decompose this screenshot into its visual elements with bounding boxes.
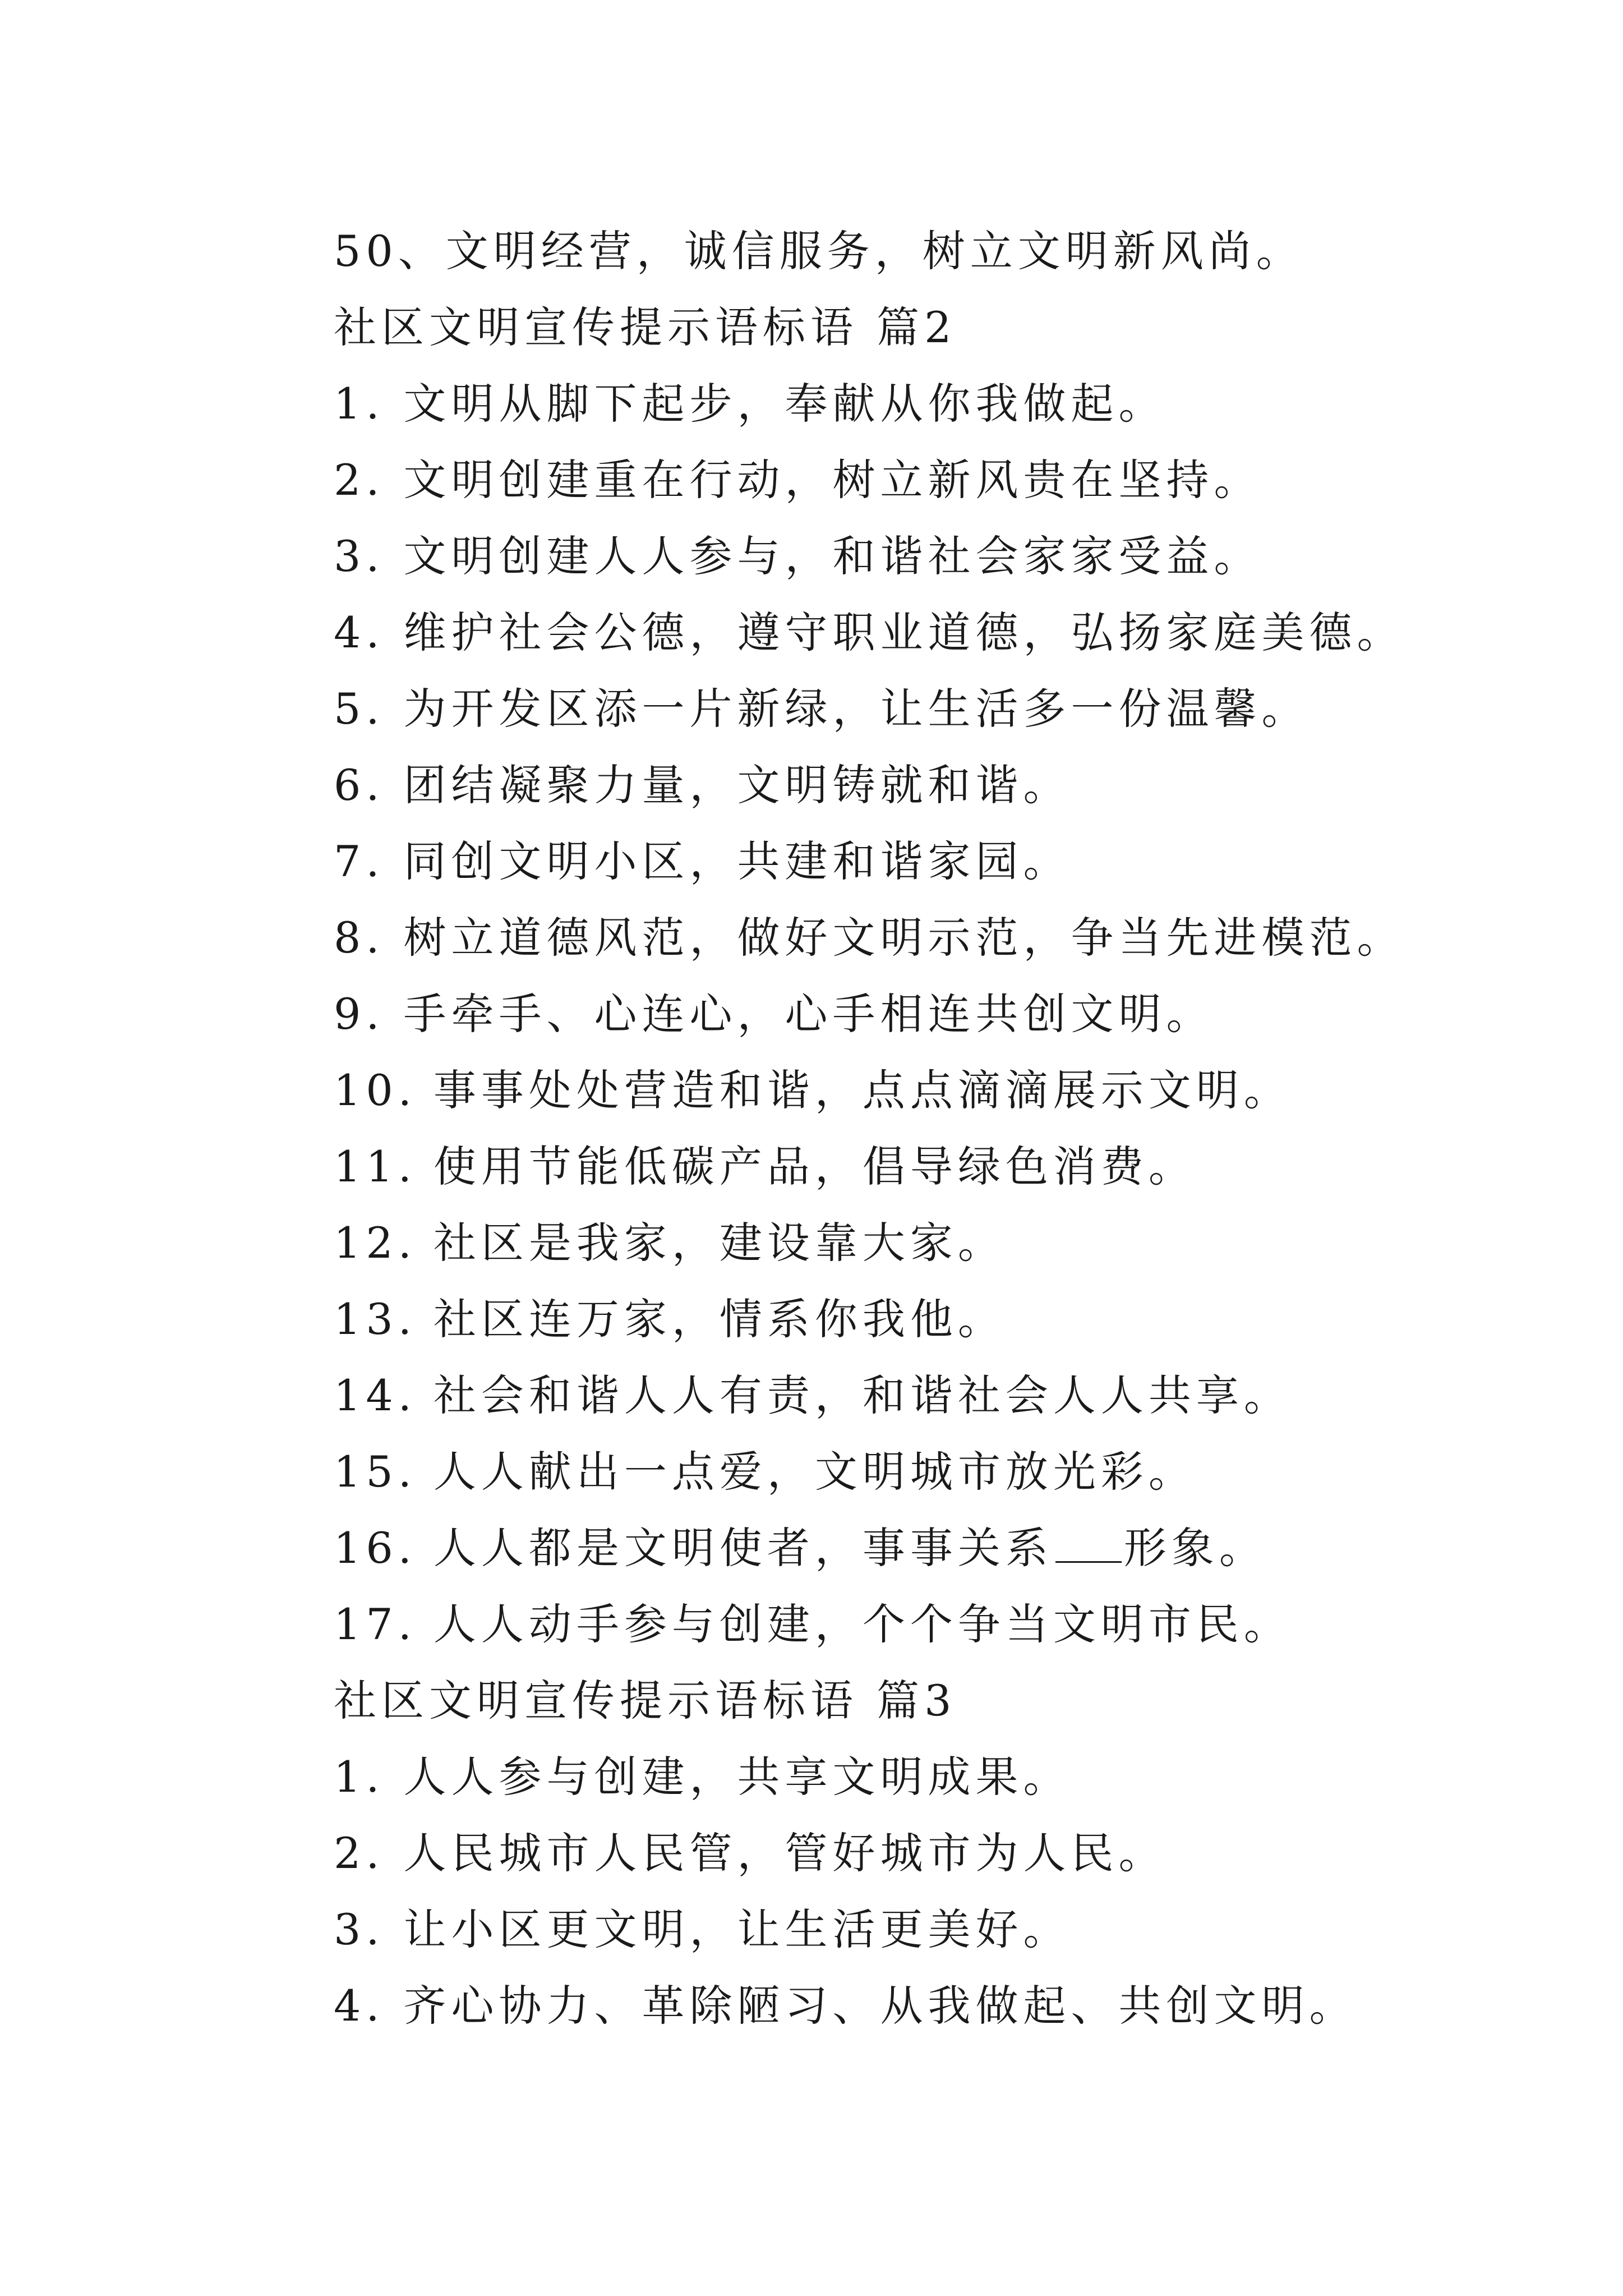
- item-text: 文明经营，诚信服务，树立文明新风尚。: [445, 226, 1304, 276]
- item-number: 13.: [334, 1294, 417, 1344]
- heading-text: 社区文明宣传提示语标语 篇3: [334, 1676, 957, 1726]
- list-item: [334, 1281, 1455, 1358]
- item-text-after-blank: 形象。: [1123, 1523, 1267, 1573]
- list-item: [334, 671, 1455, 747]
- item-text: 为开发区添一片新绿，让生活多一份温馨。: [403, 684, 1310, 734]
- item-number: 4.: [334, 1981, 385, 2031]
- item-number: 1.: [334, 379, 385, 429]
- item-text: 手牵手、心连心，心手相连共创文明。: [403, 989, 1214, 1039]
- item-number: 17.: [334, 1599, 417, 1649]
- item-number: 10.: [334, 1065, 417, 1115]
- list-item: [334, 1434, 1455, 1510]
- item-number: 2.: [334, 455, 385, 505]
- item-number: 50、: [334, 226, 446, 276]
- item-text: 文明创建人人参与，和谐社会家家受益。: [403, 531, 1262, 581]
- item-number: 3.: [334, 1904, 385, 1954]
- list-item: [334, 1205, 1455, 1281]
- item-text: 人人动手参与创建，个个争当文明市民。: [433, 1599, 1292, 1649]
- item-text: 维护社会公德，遵守职业道德，弘扬家庭美德。: [403, 608, 1405, 657]
- item-number: 3.: [334, 531, 385, 581]
- item-number: 15.: [334, 1447, 417, 1497]
- list-item: [334, 1815, 1455, 1892]
- item-text: 事事处处营造和谐，点点滴滴展示文明。: [433, 1065, 1292, 1115]
- list-item: [334, 1358, 1455, 1434]
- list-item: [334, 213, 1455, 289]
- item-text: 人人参与创建，共享文明成果。: [403, 1752, 1071, 1802]
- item-number: 8.: [334, 913, 385, 963]
- item-number: 16.: [334, 1523, 417, 1573]
- item-number: 4.: [334, 608, 385, 657]
- item-number: 6.: [334, 760, 385, 810]
- item-text: 让小区更文明，让生活更美好。: [403, 1904, 1071, 1954]
- list-item: [334, 747, 1455, 823]
- list-item: [334, 366, 1455, 442]
- item-text: 使用节能低碳产品，倡导绿色消费。: [433, 1142, 1196, 1191]
- list-item: [334, 1052, 1455, 1129]
- item-text: 社区是我家，建设靠大家。: [433, 1218, 1006, 1268]
- item-number: 14.: [334, 1370, 417, 1420]
- item-number: 7.: [334, 836, 385, 886]
- item-text: 社区连万家，情系你我他。: [433, 1294, 1006, 1344]
- item-text: 人民城市人民管，管好城市为人民。: [403, 1828, 1166, 1878]
- item-text: 人人献出一点爱，文明城市放光彩。: [433, 1447, 1196, 1497]
- heading-text: 社区文明宣传提示语标语 篇2: [334, 302, 957, 352]
- list-item: [334, 518, 1455, 595]
- list-item: [334, 1739, 1455, 1815]
- item-text: 团结凝聚力量，文明铸就和谐。: [403, 760, 1071, 810]
- list-item: [334, 1586, 1455, 1663]
- item-text: 社会和谐人人有责，和谐社会人人共享。: [433, 1370, 1292, 1420]
- item-text: 文明创建重在行动，树立新风贵在坚持。: [403, 455, 1262, 505]
- item-text: 文明从脚下起步，奉献从你我做起。: [403, 379, 1166, 429]
- section-heading: [334, 1663, 1455, 1739]
- item-number: 5.: [334, 684, 385, 734]
- list-item: [334, 442, 1455, 518]
- list-item: [334, 1510, 1455, 1586]
- item-number: 2.: [334, 1828, 385, 1878]
- document-body: [334, 213, 1455, 2044]
- list-item: [334, 976, 1455, 1052]
- fill-in-blank: [1055, 1558, 1122, 1563]
- list-item: [334, 1129, 1455, 1205]
- list-item: [334, 1968, 1455, 2044]
- list-item: [334, 1892, 1455, 1968]
- item-text: 同创文明小区，共建和谐家园。: [403, 836, 1071, 886]
- list-item: [334, 823, 1455, 900]
- item-text: 树立道德风范，做好文明示范，争当先进模范。: [403, 913, 1405, 963]
- list-item: [334, 900, 1455, 976]
- item-number: 11.: [334, 1142, 417, 1191]
- item-text: 齐心协力、革除陋习、从我做起、共创文明。: [403, 1981, 1357, 2031]
- list-item: [334, 595, 1455, 671]
- item-number: 1.: [334, 1752, 385, 1802]
- item-text: 人人都是文明使者，事事关系: [433, 1523, 1053, 1573]
- item-number: 9.: [334, 989, 385, 1039]
- section-heading: [334, 289, 1455, 366]
- item-number: 12.: [334, 1218, 417, 1268]
